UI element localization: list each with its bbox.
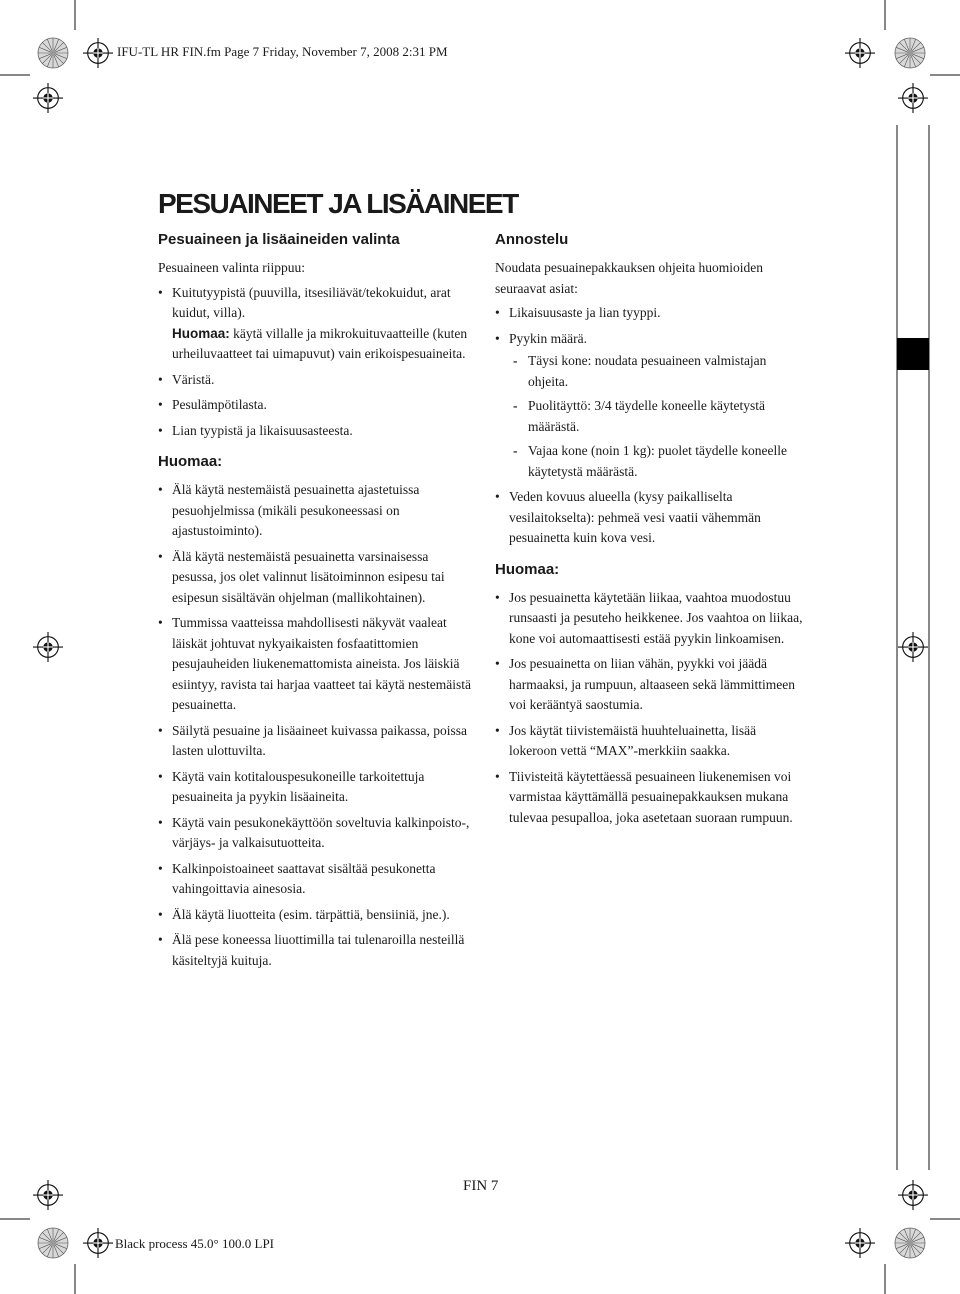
list-item: • Älä pese koneessa liuottimilla tai tulenaroilla nesteillä käsiteltyjä kuituja. — [158, 930, 476, 971]
list-item: • Älä käytä nestemäistä pesuainetta ajastetuissa pesuohjelmissa (mikäli pesukoneessasi on ajastustoiminto). — [158, 480, 476, 542]
starburst-disc-icon — [38, 38, 68, 68]
selection-intro: Pesuaineen valinta riippuu: — [158, 260, 305, 275]
list-item: • Lian tyypistä ja likaisuusasteesta. — [158, 421, 476, 442]
left-notes-list — [158, 480, 476, 971]
list-item: • Jos käytät tiivistemäistä huuhteluainetta, lisää lokeroon vettä “MAX”-merkkiin saakka. — [495, 721, 805, 762]
dash-item: - Puolitäyttö: 3/4 täydelle koneelle käytetystä määrästä. — [509, 396, 805, 437]
list-item — [158, 283, 476, 365]
registration-crosshair-icon — [33, 1180, 63, 1210]
starburst-disc-icon — [895, 1228, 925, 1258]
right-notes-list — [495, 588, 805, 829]
dash-item: - Täysi kone: noudata pesuaineen valmistajan ohjeita. — [509, 351, 805, 392]
dosage-intro: Noudata pesuainepakkauksen ohjeita huomioiden seuraavat asiat: — [495, 260, 764, 296]
list-item: • Tiivisteitä käytettäessä pesuaineen liukenemisen voi varmistaa käyttämällä pesuainepakkauksen mukana tulevaa pesupalloa, joka asetetaan suoraan rumpuun. — [495, 767, 805, 829]
registration-crosshair-icon — [845, 1228, 875, 1258]
subheading-dosage: Annostelu — [495, 231, 569, 248]
list-item: • Veden kovuus alueella (kysy paikalliselta vesilaitokselta): pehmeä vesi vaatii vähemmän pesuainetta kuin kova vesi. — [495, 487, 805, 549]
registration-crosshair-icon — [898, 83, 928, 113]
starburst-disc-icon — [895, 38, 925, 68]
selection-bullet-list — [158, 283, 476, 442]
list-item: • Älä käytä liuotteita (esim. tärpättiä, bensiiniä, jne.). — [158, 905, 476, 926]
list-item: • Jos pesuainetta käytetään liikaa, vaahtoa muodostuu runsaasti ja pesuteho heikkenee. Jos vaahtoa on liikaa, kone voi automaattisesti estää pyykin linkoamisen. — [495, 588, 805, 650]
dosage-bullet-list — [495, 303, 805, 549]
bullet-fibre-text: Kuitutyypistä (puuvilla, itsesiliävät/tekokuidut, arat kuidut, villa). — [172, 284, 451, 320]
dash-item: - Vajaa kone (noin 1 kg): puolet täydelle koneelle käytetystä määrästä. — [509, 441, 805, 482]
registration-crosshair-icon — [83, 38, 113, 68]
load-dash-list — [509, 351, 805, 482]
note-heading-left: Huomaa: — [158, 453, 223, 470]
registration-crosshair-icon — [83, 1228, 113, 1258]
list-item: • Kalkinpoistoaineet saattavat sisältää pesukonetta vahingoittavia ainesosia. — [158, 859, 476, 900]
note-inline-text: käytä villalle ja mikrokuituvaatteille (kuten urheiluvaatteet tai uimapuvut) vain erikoispesuaineita. — [172, 325, 468, 361]
page-number: FIN 7 — [463, 1178, 499, 1194]
header-slug: IFU-TL HR FIN.fm Page 7 Friday, November 7, 2008 2:31 PM — [117, 44, 448, 59]
note-inline-label: Huomaa: — [172, 325, 230, 341]
registration-crosshair-icon — [33, 632, 63, 662]
page-title: PESUAINEET JA LISÄAINEET — [158, 188, 518, 219]
left-column — [158, 230, 476, 976]
list-item: • Älä käytä nestemäistä pesuainetta varsinaisessa pesussa, jos olet valinnut lisätoiminnon esipesu tai esipesun sisältävän ohjelman (mallikohtainen). — [158, 547, 476, 609]
list-item: • Väristä. — [158, 370, 476, 391]
footer-slug: Black process 45.0° 100.0 LPI — [115, 1236, 275, 1251]
list-item: • Jos pesuainetta on liian vähän, pyykki voi jäädä harmaaksi, ja rumpuun, altaaseen sekä lämmittimeen voi kerääntyä saostumia. — [495, 654, 805, 716]
list-item: • Pesulämpötilasta. — [158, 395, 476, 416]
subheading-selection: Pesuaineen ja lisäaineiden valinta — [158, 231, 400, 248]
list-item: • Käytä vain kotitalouspesukoneille tarkoitettuja pesuaineita ja pyykin lisäaineita. — [158, 767, 476, 808]
list-item: • Tummissa vaatteissa mahdollisesti näkyvät vaaleat läiskät johtuvat nykyaikaisten fosfaatittomien pesujauheiden liukenemattomista aineista. Jos läiskiä esiintyy, ravista tai harjaa vaatteet tai käytä nestemäistä pesuainetta. — [158, 613, 476, 716]
list-item: • Käytä vain pesukonekäyttöön soveltuvia kalkinpoisto-, värjäys- ja valkaisutuotteita. — [158, 813, 476, 854]
right-column — [495, 230, 805, 833]
list-item: • Säilytä pesuaine ja lisäaineet kuivassa paikassa, poissa lasten ulottuvilta. — [158, 721, 476, 762]
registration-crosshair-icon — [33, 83, 63, 113]
bullet-amount-text: Pyykin määrä. — [509, 330, 587, 346]
registration-crosshair-icon — [898, 632, 928, 662]
registration-crosshair-icon — [845, 38, 875, 68]
starburst-disc-icon — [38, 1228, 68, 1258]
thumb-index-tab — [897, 338, 929, 370]
list-item — [495, 329, 805, 483]
registration-crosshair-icon — [898, 1180, 928, 1210]
note-heading-right: Huomaa: — [495, 560, 560, 578]
list-item: • Likaisuusaste ja lian tyyppi. — [495, 303, 805, 324]
